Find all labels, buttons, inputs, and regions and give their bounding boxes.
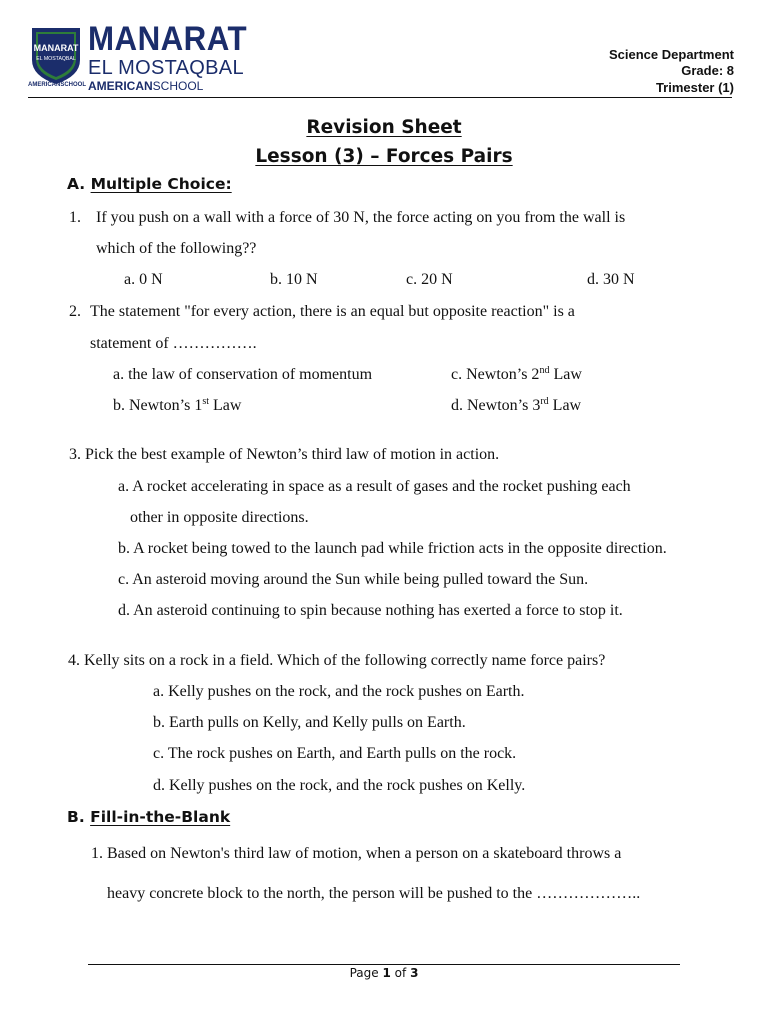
- q3-option-b: b. A rocket being towed to the launch pad while friction acts in the opposite direction.: [118, 540, 667, 557]
- section-a-label: Multiple Choice:: [90, 175, 232, 193]
- page-word: Page: [349, 966, 379, 980]
- q2-option-c: c. Newton’s 2nd Law: [451, 365, 582, 383]
- q1-text-line2: which of the following??: [96, 240, 257, 257]
- page-number: [0, 966, 768, 980]
- page-current: 1: [382, 966, 391, 980]
- q2-text-line1: The statement "for every action, there is an equal but opposite reaction" is a: [90, 303, 575, 320]
- section-b-label: Fill-in-the-Blank: [90, 808, 231, 826]
- section-a-heading: [67, 175, 232, 193]
- q3-option-a-line1: a. A rocket accelerating in space as a result of gases and the rocket pushing each: [118, 478, 631, 495]
- q4-option-c: c. The rock pushes on Earth, and Earth pulls on the rock.: [153, 745, 517, 762]
- page-total: 3: [410, 966, 419, 980]
- q2-option-d: d. Newton’s 3rd Law: [451, 396, 582, 414]
- q3-option-d: d. An asteroid continuing to spin because nothing has exerted a force to stop it.: [118, 602, 623, 619]
- school-name-school: SCHOOL: [152, 79, 204, 93]
- q1-option-c: c. 20 N: [406, 271, 453, 288]
- section-b-prefix: B.: [67, 808, 85, 826]
- q4-text: 4. Kelly sits on a rock in a field. Which of the following correctly name force pairs?: [68, 652, 606, 669]
- section-b-heading: [67, 808, 230, 826]
- grade-label: Grade: 8: [681, 63, 734, 78]
- q2-option-a: a. the law of conservation of momentum: [113, 366, 373, 383]
- school-name-american: AMERICAN: [88, 79, 153, 93]
- q4-option-b: b. Earth pulls on Kelly, and Kelly pulls on Earth.: [153, 714, 466, 731]
- crest-footer-text: AMERICANSCHOOL: [28, 82, 86, 88]
- school-name-line3: [88, 79, 261, 93]
- q3-option-a-line2: other in opposite directions.: [130, 509, 309, 526]
- school-name-line2: EL MOSTAQBAL: [88, 57, 244, 79]
- q2-option-b: b. Newton’s 1st Law: [113, 396, 242, 414]
- b1-line1: 1. Based on Newton's third law of motion, when a person on a skateboard throws a: [91, 845, 622, 862]
- q3-text: 3. Pick the best example of Newton’s third law of motion in action.: [69, 446, 500, 463]
- q2-number: 2.: [69, 303, 81, 320]
- footer-divider: [88, 964, 680, 965]
- trimester-label: Trimester (1): [655, 80, 734, 95]
- school-name-line1: MANARAT: [88, 20, 248, 58]
- q1-option-d: d. 30 N: [587, 271, 635, 288]
- q2-text-line2: statement of …………….: [90, 335, 257, 352]
- q4-option-a: a. Kelly pushes on the rock, and the rock pushes on Earth.: [153, 683, 525, 700]
- q1-number: 1.: [69, 209, 81, 226]
- q4-option-d: d. Kelly pushes on the rock, and the rock pushes on Kelly.: [153, 777, 526, 794]
- section-a-prefix: A.: [67, 175, 86, 193]
- q1-option-b: b. 10 N: [270, 271, 318, 288]
- q1-text-line1: If you push on a wall with a force of 30 N, the force acting on you from the wall is: [96, 209, 626, 226]
- q1-option-a: a. 0 N: [124, 271, 163, 288]
- q3-option-c: c. An asteroid moving around the Sun while being pulled toward the Sun.: [118, 571, 589, 588]
- crest-text-1: MANARAT: [33, 43, 79, 53]
- page-subtitle: Lesson (3) – Forces Pairs: [255, 146, 513, 167]
- page-of-word: of: [394, 966, 407, 980]
- school-name: [88, 22, 261, 93]
- crest-text-2: EL MOSTAQBAL: [36, 56, 76, 62]
- page-title: Revision Sheet: [306, 117, 462, 138]
- department-label: Science Department: [609, 47, 734, 62]
- b1-line2: heavy concrete block to the north, the person will be pushed to the ………………..: [107, 885, 641, 902]
- header-divider: [28, 97, 732, 98]
- school-crest-icon: [30, 24, 82, 88]
